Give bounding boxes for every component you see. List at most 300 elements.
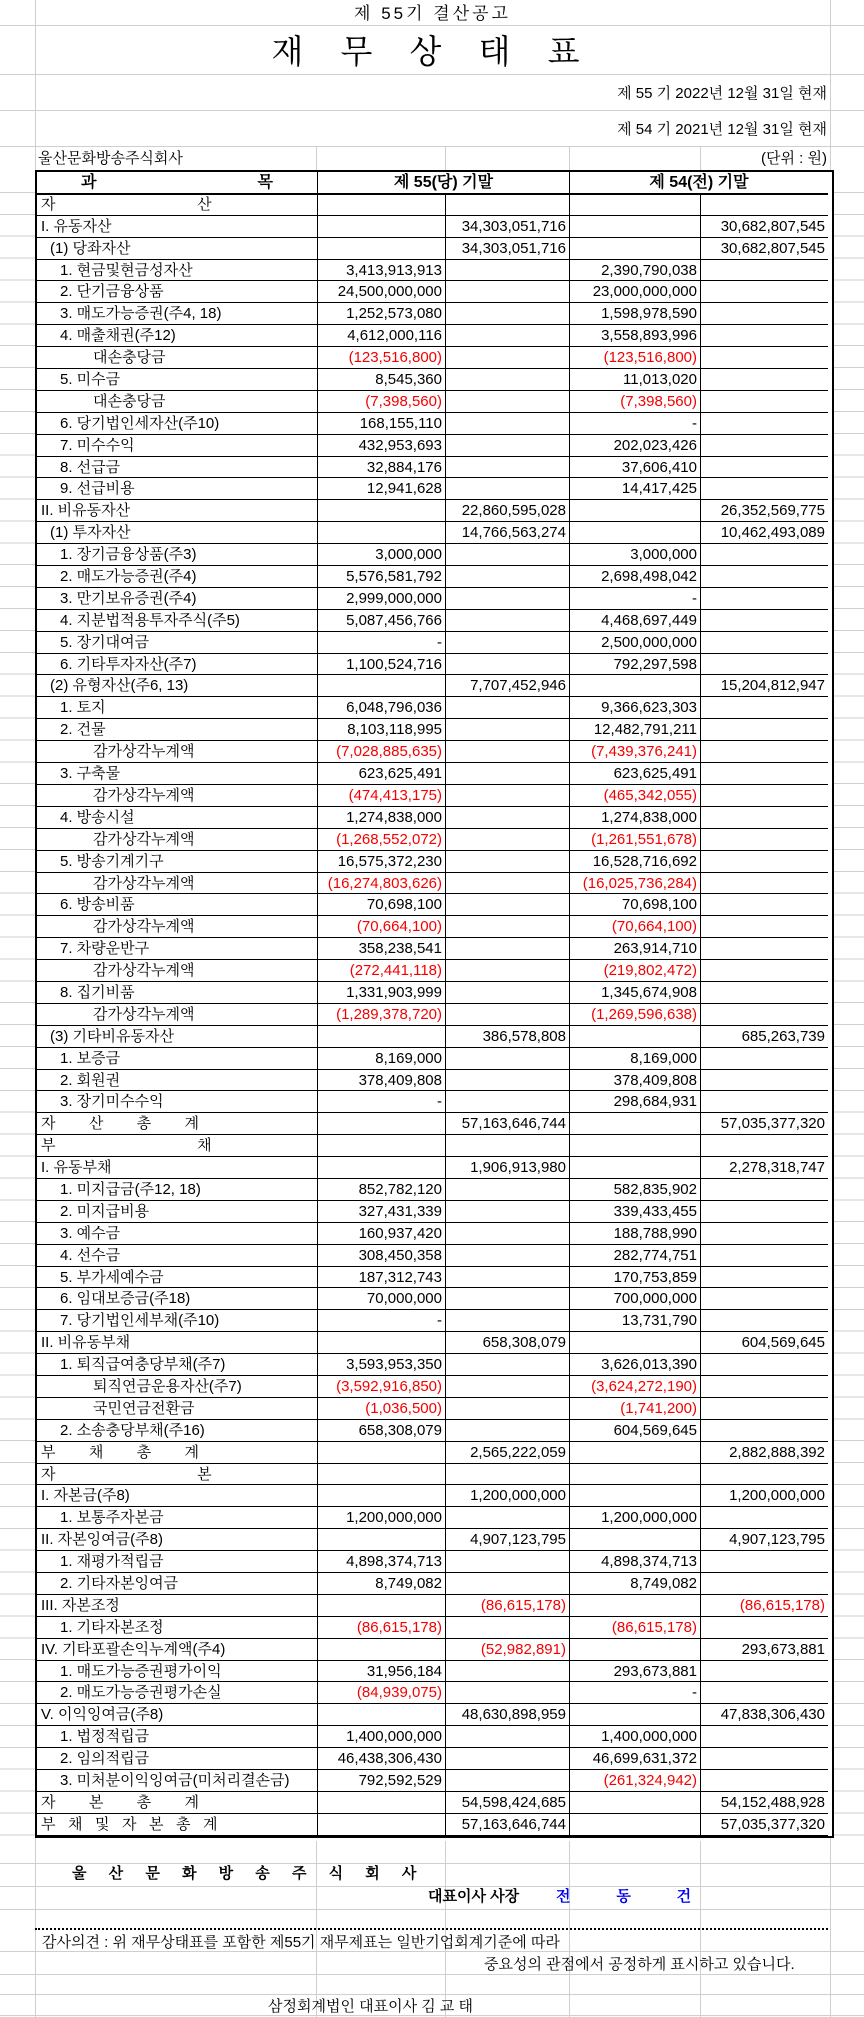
account-label: 부 채 [37,1135,318,1157]
account-label: I. 유동부채 [37,1157,318,1179]
amount-cell-t55 [446,260,570,282]
account-label: 감가상각누계액 [37,1004,318,1026]
account-label: 1. 토지 [37,697,318,719]
account-label: 감가상각누계액 [37,960,318,982]
amount-cell-t54 [701,632,828,654]
account-label: 2. 단기금융상품 [37,281,318,303]
account-label: 3. 장기미수수익 [37,1091,318,1113]
amount-cell-t55 [446,588,570,610]
amount-cell-d55: 4,612,000,116 [318,325,446,347]
account-label: 5. 방송기계기구 [37,851,318,873]
amount-cell-d54: 4,898,374,713 [570,1551,701,1573]
amount-cell-d54: 2,500,000,000 [570,632,701,654]
amount-cell-t54 [701,697,828,719]
amount-cell-d54: 188,788,990 [570,1223,701,1245]
amount-cell-t55: (52,982,891) [446,1639,570,1661]
amount-cell-t54: 2,278,318,747 [701,1157,828,1179]
amount-cell-d55: (86,615,178) [318,1617,446,1639]
amount-cell-d55: (272,441,118) [318,960,446,982]
amount-cell-d54: 70,698,100 [570,894,701,916]
amount-cell-t55 [446,1135,570,1157]
audit-opinion-line1: 감사의견 : 위 재무상태표를 포함한 제55기 재무제표는 일반기업회계기준에 따라 [42,1934,560,1951]
amount-cell-d54: (16,025,736,284) [570,873,701,895]
account-label: V. 이익잉여금(주8) [37,1704,318,1726]
amount-cell-d55: (3,592,916,850) [318,1376,446,1398]
amount-cell-d54: 46,699,631,372 [570,1748,701,1770]
amount-cell-t55 [446,1617,570,1639]
amount-cell-d55: (7,028,885,635) [318,741,446,763]
amount-cell-d54: 293,673,881 [570,1661,701,1683]
amount-cell-d54: (3,624,272,190) [570,1376,701,1398]
amount-cell-t54 [701,588,828,610]
amount-cell-t54 [701,1048,828,1070]
amount-cell-d55: 12,941,628 [318,478,446,500]
amount-cell-d55: 8,749,082 [318,1573,446,1595]
amount-cell-t55 [446,1551,570,1573]
amount-cell-d54 [570,1113,701,1135]
amount-cell-t55 [446,1354,570,1376]
amount-cell-d55 [318,1704,446,1726]
account-label: 4. 지분법적용투자주식(주5) [37,610,318,632]
amount-cell-t54: 26,352,569,775 [701,500,828,522]
account-label: 7. 당기법인세부채(주10) [37,1310,318,1332]
account-label: 6. 임대보증금(주18) [37,1288,318,1310]
audit-opinion-line2: 중요성의 관점에서 공정하게 표시하고 있습니다. [484,1956,795,1973]
amount-cell-t54 [701,435,828,457]
amount-cell-d55: (84,939,075) [318,1682,446,1704]
amount-cell-d54: 1,200,000,000 [570,1507,701,1529]
amount-cell-t55 [446,719,570,741]
amount-cell-d54: 1,400,000,000 [570,1726,701,1748]
amount-cell-t55 [446,654,570,676]
amount-cell-d54 [570,1485,701,1507]
amount-cell-d54 [570,522,701,544]
amount-cell-t54 [701,1070,828,1092]
amount-cell-d55 [318,238,446,260]
account-label: I. 자본금(주8) [37,1485,318,1507]
amount-cell-t54: 1,200,000,000 [701,1485,828,1507]
amount-cell-t54 [701,369,828,391]
account-label: 감가상각누계액 [37,916,318,938]
amount-cell-t54 [701,1004,828,1026]
amount-cell-d54: 8,169,000 [570,1048,701,1070]
amount-cell-d55: 792,592,529 [318,1770,446,1792]
amount-cell-t54 [701,1726,828,1748]
amount-cell-d55: 1,400,000,000 [318,1726,446,1748]
amount-cell-t55 [446,873,570,895]
account-label: 1. 법정적립금 [37,1726,318,1748]
account-label: II. 자본잉여금(주8) [37,1529,318,1551]
amount-cell-t54 [701,1551,828,1573]
amount-cell-t54 [701,741,828,763]
amount-cell-d54: 23,000,000,000 [570,281,701,303]
column-header-prior-period: 제 54(전) 기말 [570,172,828,195]
row-gridlines-left-gutter [0,171,35,1841]
amount-cell-t54 [701,1398,828,1420]
amount-cell-t54 [701,413,828,435]
amount-cell-t54 [701,938,828,960]
amount-cell-t54 [701,194,828,216]
amount-cell-t55 [446,1201,570,1223]
amount-cell-d55: 358,238,541 [318,938,446,960]
amount-cell-t55: (86,615,178) [446,1595,570,1617]
row-gridlines-right-gutter [830,171,864,1841]
amount-cell-d55 [318,1113,446,1135]
amount-cell-t54 [701,1135,828,1157]
amount-cell-t55 [446,1376,570,1398]
ceo-title: 대표이사 사장 [428,1888,520,1905]
amount-cell-t54 [701,391,828,413]
amount-cell-d54 [570,238,701,260]
amount-cell-d54: 582,835,902 [570,1179,701,1201]
account-label: (1) 당좌자산 [37,238,318,260]
amount-cell-t55 [446,1573,570,1595]
amount-cell-d54: 202,023,426 [570,435,701,457]
amount-cell-t54 [701,347,828,369]
amount-cell-d54: (1,741,200) [570,1398,701,1420]
amount-cell-t54: 2,882,888,392 [701,1442,828,1464]
amount-cell-t54: 57,035,377,320 [701,1814,828,1836]
account-label: 1. 퇴직급여충당부채(주7) [37,1354,318,1376]
amount-cell-d55: 168,155,110 [318,413,446,435]
amount-cell-d55: 1,100,524,716 [318,654,446,676]
amount-cell-d54 [570,500,701,522]
account-label: 자 본 총 계 [37,1792,318,1814]
amount-cell-t55 [446,1070,570,1092]
amount-cell-d54: (1,261,551,678) [570,829,701,851]
amount-cell-d55: (7,398,560) [318,391,446,413]
amount-cell-d54: 339,433,455 [570,1201,701,1223]
amount-cell-d55: 24,500,000,000 [318,281,446,303]
amount-cell-t55 [446,303,570,325]
account-label: 3. 만기보유증권(주4) [37,588,318,610]
amount-cell-d55: (474,413,175) [318,785,446,807]
amount-cell-t54: 57,035,377,320 [701,1113,828,1135]
amount-cell-d55: 3,000,000 [318,544,446,566]
amount-cell-t54 [701,1464,828,1486]
amount-cell-t55 [446,916,570,938]
column-header-account-right: 목 [257,174,273,191]
amount-cell-d54 [570,1332,701,1354]
amount-cell-d54: 12,482,791,211 [570,719,701,741]
amount-cell-d54 [570,1704,701,1726]
unit-label: (단위 : 원) [761,150,827,167]
amount-cell-t55: 7,707,452,946 [446,675,570,697]
amount-cell-d55 [318,1529,446,1551]
amount-cell-d54 [570,1464,701,1486]
amount-cell-t55 [446,435,570,457]
amount-cell-d54: 2,698,498,042 [570,566,701,588]
amount-cell-t54 [701,1748,828,1770]
account-label: 1. 매도가능증권평가이익 [37,1661,318,1683]
amount-cell-t54: 30,682,807,545 [701,238,828,260]
amount-cell-t54 [701,719,828,741]
amount-cell-t54: 15,204,812,947 [701,675,828,697]
amount-cell-d55: (70,664,100) [318,916,446,938]
gridline-horizontal [0,1994,864,1995]
dotted-divider [35,1928,828,1930]
amount-cell-d54 [570,1814,701,1836]
amount-cell-t55 [446,1726,570,1748]
amount-cell-d55: 5,576,581,792 [318,566,446,588]
company-name: 울산문화방송주식회사 [38,150,183,167]
amount-cell-t55 [446,785,570,807]
amount-cell-d55: 32,884,176 [318,457,446,479]
amount-cell-t54 [701,1573,828,1595]
amount-cell-t55: 57,163,646,744 [446,1814,570,1836]
amount-cell-t54: (86,615,178) [701,1595,828,1617]
account-label: III. 자본조정 [37,1595,318,1617]
amount-cell-t55: 1,906,913,980 [446,1157,570,1179]
amount-cell-d55: 658,308,079 [318,1420,446,1442]
amount-cell-t55 [446,1682,570,1704]
account-label: 감가상각누계액 [37,829,318,851]
amount-cell-d55 [318,1639,446,1661]
account-label: 감가상각누계액 [37,873,318,895]
amount-cell-t55 [446,1091,570,1113]
amount-cell-t55: 34,303,051,716 [446,216,570,238]
amount-cell-d55: 5,087,456,766 [318,610,446,632]
account-label: 3. 구축물 [37,763,318,785]
amount-cell-d54: 604,569,645 [570,1420,701,1442]
amount-cell-d54 [570,1529,701,1551]
amount-cell-d54: 16,528,716,692 [570,851,701,873]
amount-cell-d54: 37,606,410 [570,457,701,479]
account-label: 8. 선급금 [37,457,318,479]
gridline-horizontal [0,1909,864,1910]
amount-cell-t54 [701,654,828,676]
amount-cell-d54 [570,1442,701,1464]
amount-cell-d55 [318,1332,446,1354]
amount-cell-t54 [701,807,828,829]
account-label: 6. 방송비품 [37,894,318,916]
amount-cell-d55: 8,545,360 [318,369,446,391]
auditor-signature: 삼정회계법인 대표이사 김 교 태 [268,1998,474,2015]
amount-cell-t54 [701,544,828,566]
account-label: 자 산 [37,194,318,216]
amount-cell-d54: 1,345,674,908 [570,982,701,1004]
amount-cell-t55: 34,303,051,716 [446,238,570,260]
account-label: (1) 투자자산 [37,522,318,544]
amount-cell-t54 [701,303,828,325]
amount-cell-d55: - [318,632,446,654]
amount-cell-d55 [318,1792,446,1814]
amount-cell-d55 [318,500,446,522]
amount-cell-d54: 11,013,020 [570,369,701,391]
amount-cell-t55: 386,578,808 [446,1026,570,1048]
notice-title: 제 55기 결산공고 [354,4,511,23]
amount-cell-d54: - [570,413,701,435]
amount-cell-t54: 10,462,493,089 [701,522,828,544]
amount-cell-d55: 4,898,374,713 [318,1551,446,1573]
account-label: 자 산 총 계 [37,1113,318,1135]
account-label: 2. 기타자본잉여금 [37,1573,318,1595]
amount-cell-t55 [446,1507,570,1529]
amount-cell-d55: 1,274,838,000 [318,807,446,829]
amount-cell-d54: 3,558,893,996 [570,325,701,347]
amount-cell-t55 [446,982,570,1004]
amount-cell-t54: 293,673,881 [701,1639,828,1661]
amount-cell-t54 [701,1507,828,1529]
amount-cell-t54 [701,1617,828,1639]
amount-cell-t54 [701,851,828,873]
amount-cell-t55 [446,807,570,829]
column-header-account-left: 과 [81,174,97,191]
amount-cell-t55 [446,1048,570,1070]
amount-cell-d54: 623,625,491 [570,763,701,785]
amount-cell-t54 [701,1245,828,1267]
amount-cell-t55 [446,741,570,763]
amount-cell-d55 [318,1814,446,1836]
date-line-current: 제 55 기 2022년 12월 31일 현재 [617,85,827,102]
amount-cell-t55 [446,325,570,347]
amount-cell-t54 [701,1376,828,1398]
account-label: 감가상각누계액 [37,785,318,807]
amount-cell-t54 [701,916,828,938]
amount-cell-d55: (1,268,552,072) [318,829,446,851]
amount-cell-d54: 8,749,082 [570,1573,701,1595]
amount-cell-t55: 14,766,563,274 [446,522,570,544]
account-label: 2. 매도가능증권평가손실 [37,1682,318,1704]
account-label: 5. 미수금 [37,369,318,391]
account-label: 3. 미처분이익잉여금(미처리결손금) [37,1770,318,1792]
amount-cell-d54: 298,684,931 [570,1091,701,1113]
account-label: 2. 임의적립금 [37,1748,318,1770]
amount-cell-d55: - [318,1310,446,1332]
amount-cell-t55 [446,1310,570,1332]
amount-cell-t55 [446,391,570,413]
amount-cell-d54 [570,1135,701,1157]
amount-cell-d54: - [570,1682,701,1704]
amount-cell-t55 [446,829,570,851]
column-header-account [37,172,318,195]
account-label: 1. 미지급금(주12, 18) [37,1179,318,1201]
amount-cell-t54: 685,263,739 [701,1026,828,1048]
amount-cell-t54 [701,1179,828,1201]
amount-cell-d55: 70,000,000 [318,1288,446,1310]
amount-cell-d55 [318,216,446,238]
account-label: II. 비유동자산 [37,500,318,522]
amount-cell-t54 [701,610,828,632]
amount-cell-t55 [446,1223,570,1245]
amount-cell-t55 [446,566,570,588]
account-label: 1. 재평가적립금 [37,1551,318,1573]
ceo-signature-name: 전 동 건 [556,1888,692,1905]
amount-cell-t55: 4,907,123,795 [446,1529,570,1551]
amount-cell-d55: 1,252,573,080 [318,303,446,325]
account-label: IV. 기타포괄손익누계액(주4) [37,1639,318,1661]
account-label: 대손충당금 [37,391,318,413]
amount-cell-t55 [446,1748,570,1770]
amount-cell-t55 [446,1267,570,1289]
amount-cell-d54: (86,615,178) [570,1617,701,1639]
amount-cell-d54: (1,269,596,638) [570,1004,701,1026]
amount-cell-d54: (70,664,100) [570,916,701,938]
amount-cell-t55 [446,1179,570,1201]
amount-cell-d55: (123,516,800) [318,347,446,369]
amount-cell-t55 [446,281,570,303]
account-label: 퇴직연금운용자산(주7) [37,1376,318,1398]
account-label: 2. 매도가능증권(주4) [37,566,318,588]
account-label: (2) 유형자산(주6, 13) [37,675,318,697]
amount-cell-d55: 432,953,693 [318,435,446,457]
amount-cell-d55: 3,413,913,913 [318,260,446,282]
amount-cell-t54 [701,785,828,807]
amount-cell-d54: 792,297,598 [570,654,701,676]
account-label: 자 본 [37,1464,318,1486]
amount-cell-t54 [701,1420,828,1442]
amount-cell-d54: (123,516,800) [570,347,701,369]
amount-cell-t54 [701,1091,828,1113]
amount-cell-t54 [701,982,828,1004]
amount-cell-t54 [701,478,828,500]
amount-cell-d55 [318,1135,446,1157]
account-label: (3) 기타비유동자산 [37,1026,318,1048]
amount-cell-d54 [570,1639,701,1661]
amount-cell-d55: (16,274,803,626) [318,873,446,895]
account-label: 부 채 총 계 [37,1442,318,1464]
amount-cell-d55: 16,575,372,230 [318,851,446,873]
amount-cell-t55: 48,630,898,959 [446,1704,570,1726]
amount-cell-d55: 8,103,118,995 [318,719,446,741]
amount-cell-d55: 31,956,184 [318,1661,446,1683]
amount-cell-t55 [446,544,570,566]
amount-cell-d54 [570,194,701,216]
account-label: 감가상각누계액 [37,741,318,763]
amount-cell-t55 [446,194,570,216]
amount-cell-t55 [446,960,570,982]
page-title: 재 무 상 태 표 [271,33,594,70]
amount-cell-d54: 378,409,808 [570,1070,701,1092]
amount-cell-d55 [318,522,446,544]
footer-company-name: 울 산 문 화 방 송 주 식 회 사 [72,1865,426,1882]
amount-cell-t55 [446,457,570,479]
amount-cell-t55: 658,308,079 [446,1332,570,1354]
amount-cell-t54 [701,763,828,785]
amount-cell-t55 [446,1245,570,1267]
amount-cell-t55 [446,413,570,435]
account-label: 3. 매도가능증권(주4, 18) [37,303,318,325]
amount-cell-t55 [446,1661,570,1683]
amount-cell-d55: 187,312,743 [318,1267,446,1289]
amount-cell-d55: 378,409,808 [318,1070,446,1092]
amount-cell-t54 [701,1661,828,1683]
amount-cell-t55: 57,163,646,744 [446,1113,570,1135]
amount-cell-d54: (7,398,560) [570,391,701,413]
amount-cell-t54 [701,281,828,303]
account-label: I. 유동자산 [37,216,318,238]
amount-cell-d54: 1,274,838,000 [570,807,701,829]
amount-cell-t55 [446,347,570,369]
account-label: 1. 현금및현금성자산 [37,260,318,282]
amount-cell-d54: (7,439,376,241) [570,741,701,763]
amount-cell-t54 [701,829,828,851]
amount-cell-d55: 3,593,953,350 [318,1354,446,1376]
account-label: 6. 기타투자자산(주7) [37,654,318,676]
account-label: 2. 회원권 [37,1070,318,1092]
amount-cell-t54 [701,873,828,895]
amount-cell-t54 [701,260,828,282]
amount-cell-d55 [318,1485,446,1507]
amount-cell-t55 [446,851,570,873]
amount-cell-d54: - [570,588,701,610]
amount-cell-t54 [701,1770,828,1792]
amount-cell-d54: 282,774,751 [570,1245,701,1267]
amount-cell-t55: 54,598,424,685 [446,1792,570,1814]
amount-cell-t54: 604,569,645 [701,1332,828,1354]
amount-cell-t55 [446,1398,570,1420]
amount-cell-t54 [701,1223,828,1245]
